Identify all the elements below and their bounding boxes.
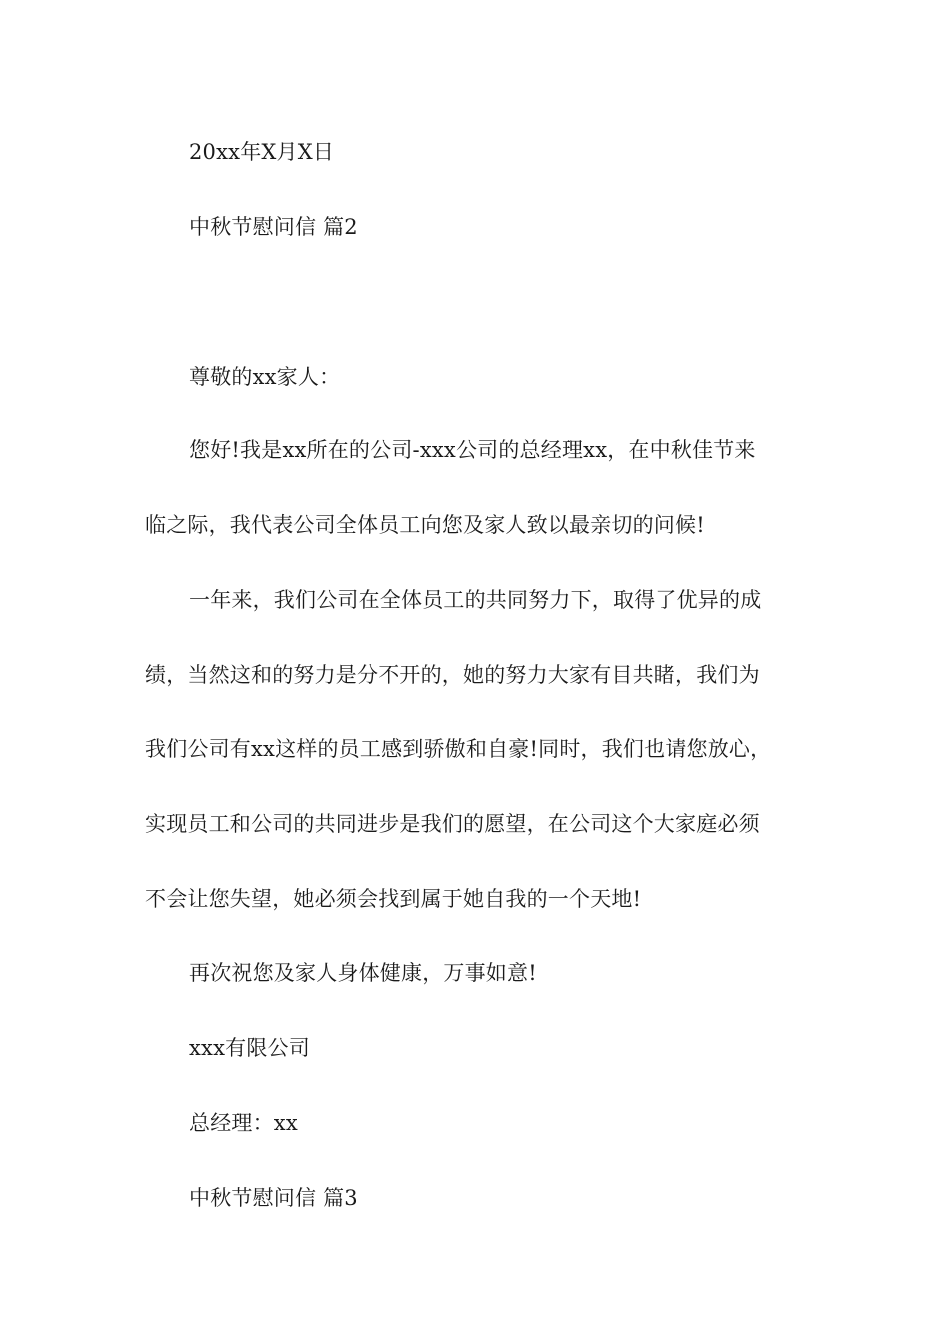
paragraph-2-line-2: 绩，当然这和的努力是分不开的，她的努力大家有目共睹，我们为 <box>145 663 760 687</box>
company-name: xxx有限公司 <box>189 1036 310 1060</box>
paragraph-1-line-1: 您好!我是xx所在的公司-xxx公司的总经理xx，在中秋佳节来 <box>189 438 756 462</box>
salutation: 尊敬的xx家人： <box>189 365 341 389</box>
signer: 总经理：xx <box>189 1111 298 1135</box>
section-heading-2: 中秋节慰问信 篇2 <box>189 215 358 239</box>
paragraph-2-line-3: 我们公司有xx这样的员工感到骄傲和自豪!同时，我们也请您放心， <box>145 737 772 761</box>
paragraph-1-line-2: 临之际，我代表公司全体员工向您及家人致以最亲切的问候! <box>145 513 705 537</box>
paragraph-2-line-1: 一年来，我们公司在全体员工的共同努力下，取得了优异的成 <box>189 588 762 612</box>
letter-date: 20xx年X月X日 <box>189 140 335 164</box>
closing-wishes: 再次祝您及家人身体健康，万事如意! <box>189 961 537 985</box>
paragraph-2-line-5: 不会让您失望，她必须会找到属于她自我的一个天地! <box>145 887 642 911</box>
paragraph-2-line-4: 实现员工和公司的共同进步是我们的愿望，在公司这个大家庭必须 <box>145 812 760 836</box>
section-heading-3: 中秋节慰问信 篇3 <box>189 1186 358 1210</box>
